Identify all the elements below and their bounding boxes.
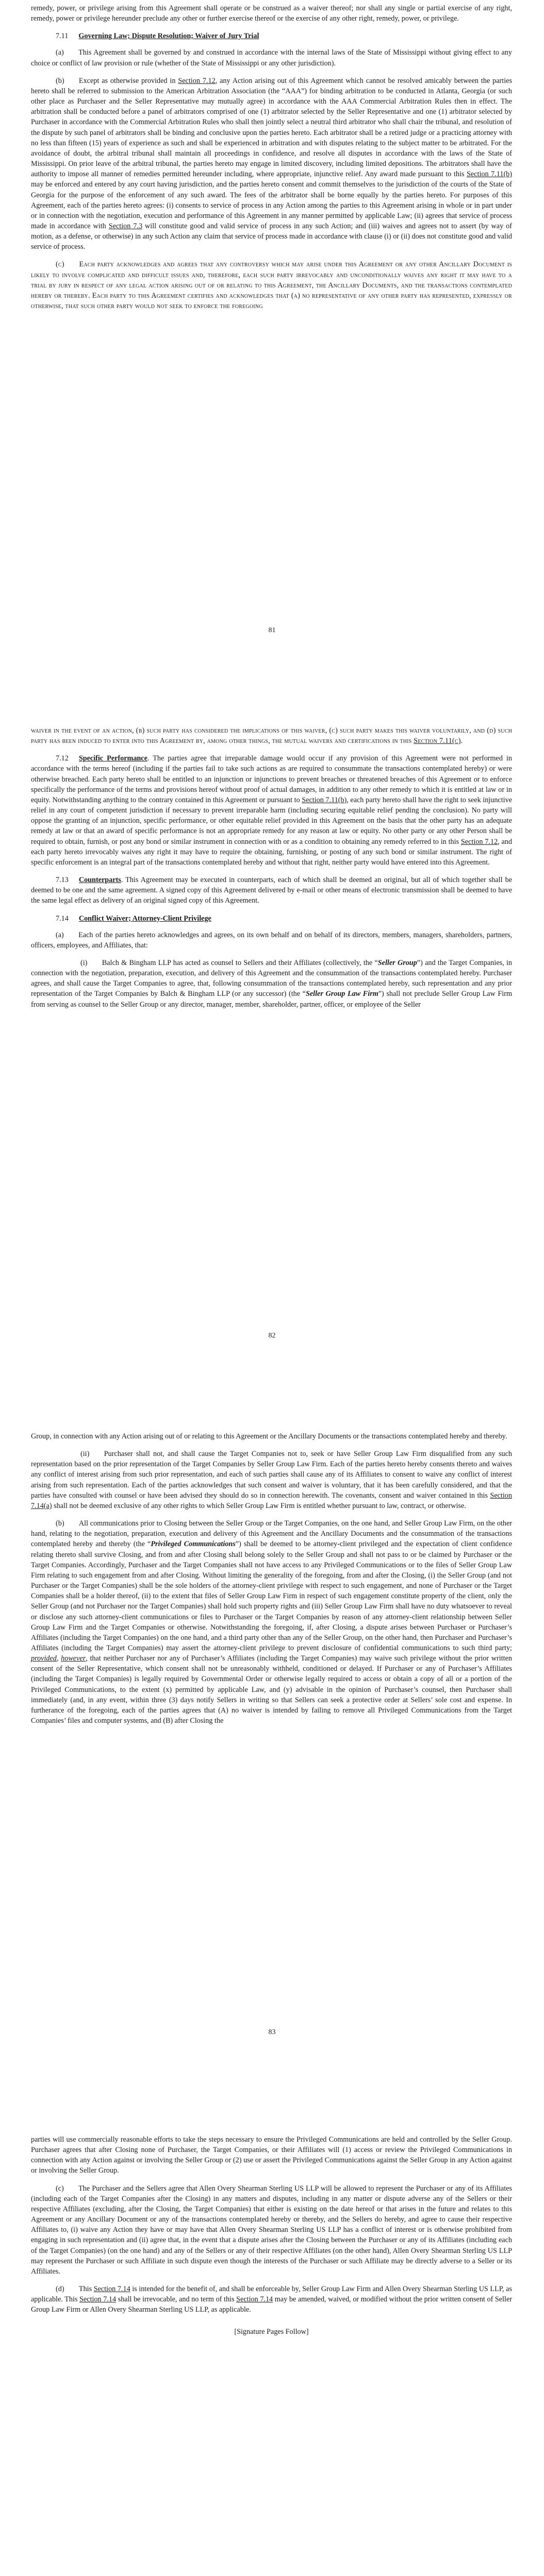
text-run: ”) and the Target Companies, in connection with the negotiation, preparation, execution, and delivery of this Agreement and the consummation of the transactions contemplated hereby. Purchaser agrees, and shall cause the Target Companies to agree, that, following consummation of the transactions contemplated hereby, such representation and any prior representation of the Target Companies by Balch & Bingham LLP (or any successor) (the “ <box>31 958 513 998</box>
paragraph-7-14-c: (c) The Purchaser and the Sellers agree that Allen Overy Shearman Sterling US LLP will be allowed to represent the Purchaser or any of its Affiliates (including each of the Target Companies after the Closing) in any matters and disputes, including in any matter or dispute adverse any of the Sellers or their respective Affiliates (excluding, after the Closing, the Target Companies) that either is existing on the date hereof or that arises in the future and relates to this Agreement or any Ancillary Document or any of the transactions contemplated hereby or thereby, and the Sellers do hereby, and agree to cause their respective Affiliates to, (i) waive any Action they have or may have that Allen Overy Shearman Sterling US LLP has a conflict of interest or is otherwise prohibited from engaging in such representation and (ii) agree that, in the event that a dispute arises after the Closing between the Purchaser or any of its Affiliates (including each of the Target Companies) (on the one hand) and any of the Sellers or any of their respective Affiliates (on the other hand), Allen Overy Shearman Sterling US LLP may represent the Purchaser or such Affiliate in such dispute even though the interests of the Purchaser or such Affiliate may be directly adverse to a Seller or its Affiliates. <box>31 2184 512 2276</box>
section-title: Governing Law; Dispute Resolution; Waiver of Jury Trial <box>78 32 259 41</box>
page-number: 81 <box>268 626 276 634</box>
text-run: ”) shall not preclude Seller Group Law Firm from serving as counsel to the Seller Group or any director, manager, member, shareholder, partner, officer, or employee of the Seller <box>31 990 512 1009</box>
emphasis-provided: provided <box>31 1654 57 1663</box>
paragraph-continuation: waiver in the event of an action, (b) such party has considered the implications of this waiver, (c) such party makes this waiver voluntarily, and (d) such party has been induced to enter into this Agreement by, among other things, the mutual waivers and certifications in this Section 7.11(c). <box>31 726 512 745</box>
cross-reference-link[interactable]: Section 7.14(a) <box>31 1491 512 1510</box>
text-run: may be enforced and entered by any court having jurisdiction, and the parties hereto consent and commit themselves to the jurisdiction of the courts of the State of Georgia for the purpose of the enforcement of any such award. The fees of the arbitrator shall be borne equally by the parties hereto. For purposes of this Agreement, each of the parties hereto agrees: (i) consents to service of process in any Action among the parties to this Agreement arising in whole or in part under or in connection with the negotiation, execution and performance of this Agreement in any manner permitted by applicable Law; (ii) agrees that service of process made in accordance with <box>31 180 512 230</box>
paragraph-continuation: parties will use commercially reasonable efforts to take the steps necessary to ensure the Privileged Communications are held and controlled by the Seller Group. Purchaser agrees that after Closing none of Purchaser, the Target Companies, or their Affiliates will (1) access or review the Privileged Communications in connection with any Action against or involving the Seller Group or (2) use or assert the Privileged Communications against the Seller Group in any Action against or involving the Seller Group. <box>31 2136 512 2175</box>
defined-term: Seller Group Law Firm <box>305 990 378 998</box>
text-run: , any Action arising out of this Agreement which cannot be resolved amicably between the parties hereto shall be referred to submission to the American Arbitration Association (the “AAA”) for binding arbitration to be conducted in Atlanta, Georgia (or such other place as Purchaser and the Seller Representative may mutually agree) in accordance with the AAA Commercial Arbitration Rules then in effect. The arbitration shall be conducted before a panel of arbitrators comprised of one (1) arbitrator selected by the Seller Representative and one (1) arbitrator selected by Purchaser in accordance with the Commercial Arbitration Rules who shall then jointly select a neutral third arbitrator who shall chair the tribunal, and resolution of the dispute by such panel of arbitrators shall be binding and conclusive upon the parties hereto. Each arbitrator shall be a retired judge or a practicing attorney with no less than fifteen (15) years of experience as such and shall be experienced in arbitration and with disputes relating to the subject matter to be arbitrated. For the avoidance of doubt, the arbitral tribunal shall maintain all proceedings in confidence, and resolve all disputes in accordance with the laws of the State of Mississippi. On prior leave of the arbitral tribunal, the parties hereto may engage in limited discovery, including limited depositions. The arbitrators shall have the authority to impose all manner of remedies permitted hereunder including, where appropriate, injunctive relief. Any award made pursuant to this <box>31 76 512 179</box>
section-number: 7.11 <box>56 32 69 41</box>
section-number: 7.13 <box>56 876 69 885</box>
cross-reference-link[interactable]: Section 7.11(c) <box>414 737 461 745</box>
paragraph-7-14-a-ii <box>31 1449 512 1511</box>
cross-reference-link[interactable]: Section 7.3 <box>108 222 143 230</box>
page-82 <box>0 701 544 1401</box>
text-run: (b) All communications prior to Closing between the Seller Group or the Target Companies, on the one hand, and Seller Group Law Firm, on the other hand, relating to the negotiation, preparation, execution and delivery of this Agreement and the Ancillary Documents and the consummation of the transactions contemplated hereby and thereby (the “ <box>31 1519 512 1549</box>
paragraph-continuation: Group, in connection with any Action arising out of or relating to this Agreement or the Ancillary Documents or the transactions contemplated hereby and thereby. <box>31 1432 507 1440</box>
cross-reference-link[interactable]: Section 7.12 <box>460 837 498 846</box>
signature-pages-follow: [Signature Pages Follow] <box>234 2327 309 2336</box>
paragraph-7-14-a: (a) Each of the parties hereto acknowledges and agrees, on its own behalf and on behalf of its directors, members, managers, shareholders, partners, officers, employees, and Affiliates, that: <box>31 930 512 950</box>
cross-reference-link[interactable]: Section 7.14 <box>79 2295 117 2304</box>
section-title: Conflict Waiver; Attorney-Client Privilege <box>78 914 211 923</box>
page-83 <box>0 1406 544 2102</box>
text-run: ”) shall be deemed to be attorney-client privileged and the expectation of client confidence relating thereto shall survive Closing, and from and after Closing shall belong solely to the Seller Group and shall not pass to or be claimed by Purchaser or the Target Companies. Accordingly, Purchaser and the Target Companies shall not have access to any Privileged Communications or to the files of Seller Group Law Firm relating to such engagement from and after Closing. Without limiting the generality of the foregoing, from and after the Closing, (i) the Seller Group (and not Purchaser or the Target Companies) shall be the sole holders of the attorney-client privilege with respect to such engagement, and none of Purchaser or the Target Companies shall be a holder thereof, (ii) to the extent that files of Seller Group Law Firm in respect of such engagement constitute property of the client, only the Seller Group (and not Purchaser nor the Target Companies) shall hold such property rights and (iii) Seller Group Law Firm shall have no duty whatsoever to reveal or disclose any such attorney-client communications or files to Purchaser or the Target Companies by reason of any attorney-client relationship between Seller Group Law Firm and the Target Companies or otherwise. Notwithstanding the foregoing, if, after Closing, a dispute arises between Purchaser or Purchaser’s Affiliates (including the Target Companies) on the one hand, and a third party other than any of the Seller Group, on the other hand, then Purchaser and Purchaser’s Affiliates (including the Target Companies) may assert the attorney-client privilege to prevent disclosure of confidential communications to such third party; <box>31 1540 512 1652</box>
cross-reference-link[interactable]: Section 7.11(b) <box>302 795 347 804</box>
page-84-body <box>31 2134 512 2344</box>
page-81 <box>0 0 544 688</box>
emphasis-however: however <box>61 1654 86 1663</box>
cross-reference-link[interactable]: Section 7.14 <box>236 2295 273 2304</box>
text-run: . This Agreement may be executed in counterparts, each of which shall be deemed an original, but all of which together shall be deemed to be one and the same agreement. A signed copy of this Agreement delivered by e-mail or other means of electronic transmission shall be deemed to have the same legal effect as delivery of an original signed copy of this Agreement. <box>31 876 512 905</box>
page-84 <box>0 2110 544 2576</box>
page-83-body <box>31 1431 512 1733</box>
section-title: Counterparts <box>78 876 121 885</box>
text-run: . The parties agree that irreparable damage would occur if any provision of this Agreement were not performed in accordance with the terms hereof (including if the parties fail to take such actions as are required to consummate the transactions contemplated hereby) or were otherwise breached. Each party hereto shall be entitled to an injunction or injunctions to prevent breaches or threatened breaches of this Agreement or to enforce specifically the performance of the terms and provisions hereof without proof of actual damages, in addition to any other remedy to which it is entitled at law or in equity. Notwithstanding anything to the contrary contained in this Agreement or pursuant to <box>31 754 512 804</box>
paragraph-7-11-a: (a) This Agreement shall be governed by and construed in accordance with the internal laws of the State of Mississippi without giving effect to any choice or conflict of law provision or rule (whether of the State of Mississippi or any other jurisdiction). <box>31 48 512 67</box>
defined-term: Seller Group <box>377 958 417 967</box>
section-number: 7.12 <box>56 754 69 763</box>
cross-reference-link[interactable]: Section 7.14 <box>93 2285 130 2294</box>
page-number: 83 <box>268 2028 276 2036</box>
paragraph-7-14-d <box>31 2284 512 2315</box>
cross-reference-link[interactable]: Section 7.11(b) <box>467 170 512 179</box>
section-title: Specific Performance <box>78 754 147 763</box>
page-82-body <box>31 725 512 1017</box>
section-number: 7.14 <box>56 914 69 923</box>
section-7-13 <box>31 875 512 906</box>
text-run: will constitute good and valid service of process in any such Action; and (iii) waives and agrees not to assert (by way of motion, as a defense, or otherwise) in any such Action any claim that service of process made in accordance with clause (i) or (ii) does not constitute good and valid service of process. <box>31 222 512 251</box>
text-run: , that neither Purchaser nor any of Purchaser’s Affiliates (including the Target Companies) may waive such privilege without the prior written consent of the Seller Representative, which consent shall not be unreasonably withheld, conditioned or delayed. If Purchaser or any of Purchaser’s Affiliates (including the Target Companies) is legally required by Governmental Order or otherwise legally required to access or obtain a copy of all or a portion of the Privileged Communications, to the extent (x) permitted by applicable Law, and (y) advisable in the opinion of Purchaser’s counsel, then Purchaser shall immediately (and, in any event, within three (3) days notify Sellers in writing so that Sellers can seek a protective order at Sellers’ sole cost and expense. In furtherance of the foregoing, each of the parties agrees that (A) no waiver is intended by failing to remove all Privileged Communications from the Target Companies’ files and computer systems, and (B) after Closing the <box>31 1654 512 1725</box>
paragraph-continuation: remedy, power, or privilege arising from this Agreement shall operate or be construed as a waiver thereof; nor shall any single or partial exercise of any right, remedy, power or privilege hereunder preclude any other or further exercise thereof or the exercise of any other right, remedy, power, or privilege. <box>31 4 512 23</box>
section-heading-7-11 <box>31 31 512 41</box>
cross-reference-link[interactable]: Section 7.12 <box>178 76 216 85</box>
section-heading-7-14 <box>31 913 512 924</box>
paragraph-7-14-b <box>31 1518 512 1726</box>
defined-term: Privileged Communications <box>151 1540 236 1549</box>
page-81-body <box>31 3 512 318</box>
text-run: , and each party hereto irrevocably waives any right it may have to require the obtaining, furnishing, or posting of any such bond or similar instrument. The right of specific enforcement is an integral part of the transactions contemplated hereby and without that right, neither party would have entered into this Agreement. <box>31 837 512 867</box>
text-run: may be amended, waived, or modified without the prior written consent of Seller Group Law Firm or Allen Overy Shearman Sterling US LLP, as applicable. <box>31 2295 513 2314</box>
text-run: (b) Except as otherwise provided in <box>56 76 178 85</box>
text-run: (d) This <box>56 2285 94 2294</box>
text-run: , each party hereto shall have the right to seek injunctive relief in any court of competent jurisdiction if necessary to prevent irreparable harm (including securing equitable relief pending the conclusion). No party will oppose the granting of an injunction, specific performance, or other equitable relief provided in this Agreement on the basis that the other party has an adequate remedy at law or that an award of specific performance is not an appropriate remedy for any reason at law or equity. No other party or any other Person shall be required to obtain, furnish, or post any bond or similar instrument in connection with or as a condition to obtaining any remedy referred to in this <box>31 795 513 846</box>
text-run: is intended for the benefit of, and shall be enforceable by, Seller Group Law Firm and Allen Overy Shearman Sterling US LLP, as applicable. This <box>31 2285 512 2304</box>
paragraph-7-11-c: (c) Each party acknowledges and agrees that any controversy which may arise under this Agreement or any other Ancillary Document is likely to involve complicated and difficult issues and, therefore, each such party irrevocably and unconditionally waives any right it may have to a trial by jury in respect of any legal action arising out of or relating to this Agreement, the Ancillary Documents, and the transactions contemplated hereby or thereby. Each party to this Agreement certifies and acknowledges that (a) no representative of any other party has represented, expressly or otherwise, that such other party would not seek to enforce the foregoing <box>31 260 512 311</box>
text-run: waiver in the event of an action, (b) such party has considered the implications of this waiver, (c) such party makes this waiver voluntarily, and (d) such party has been induced to enter into this Agreement by, among other things, the mutual waivers and certifications in this <box>31 726 512 745</box>
text-run: , <box>56 1654 61 1663</box>
paragraph-7-14-a-i <box>31 958 512 1010</box>
text-run: (i) Balch & Bingham LLP has acted as counsel to Sellers and their Affiliates (collectively, the “ <box>80 958 378 967</box>
paragraph-7-11-b <box>31 76 512 252</box>
text-run: shall be irrevocable, and no term of this <box>116 2295 237 2304</box>
text-run: (ii) Purchaser shall not, and shall cause the Target Companies not to, seek or have Seller Group Law Firm disqualified from any such representation based on the prior representation of the Target Companies by Seller Group Law Firm. Each of the parties hereto hereby consents thereto and waives any conflict of interest arising from such prior representation, and each of such parties shall cause any of its Affiliates to consent to waive any conflict of interest arising from such representation. Each of the parties acknowledges that such consent and waiver is voluntary, that it has been carefully considered, and that the parties have consulted with counsel or have been advised they should do so in connection herewith. The covenants, consent and waiver contained in this <box>31 1450 512 1500</box>
text-run: shall not be deemed exclusive of any other rights to which Seller Group Law Firm is entitled whether pursuant to law, contract, or otherwise. <box>52 1501 466 1510</box>
page-number: 82 <box>268 1332 276 1340</box>
section-7-12 <box>31 753 512 868</box>
